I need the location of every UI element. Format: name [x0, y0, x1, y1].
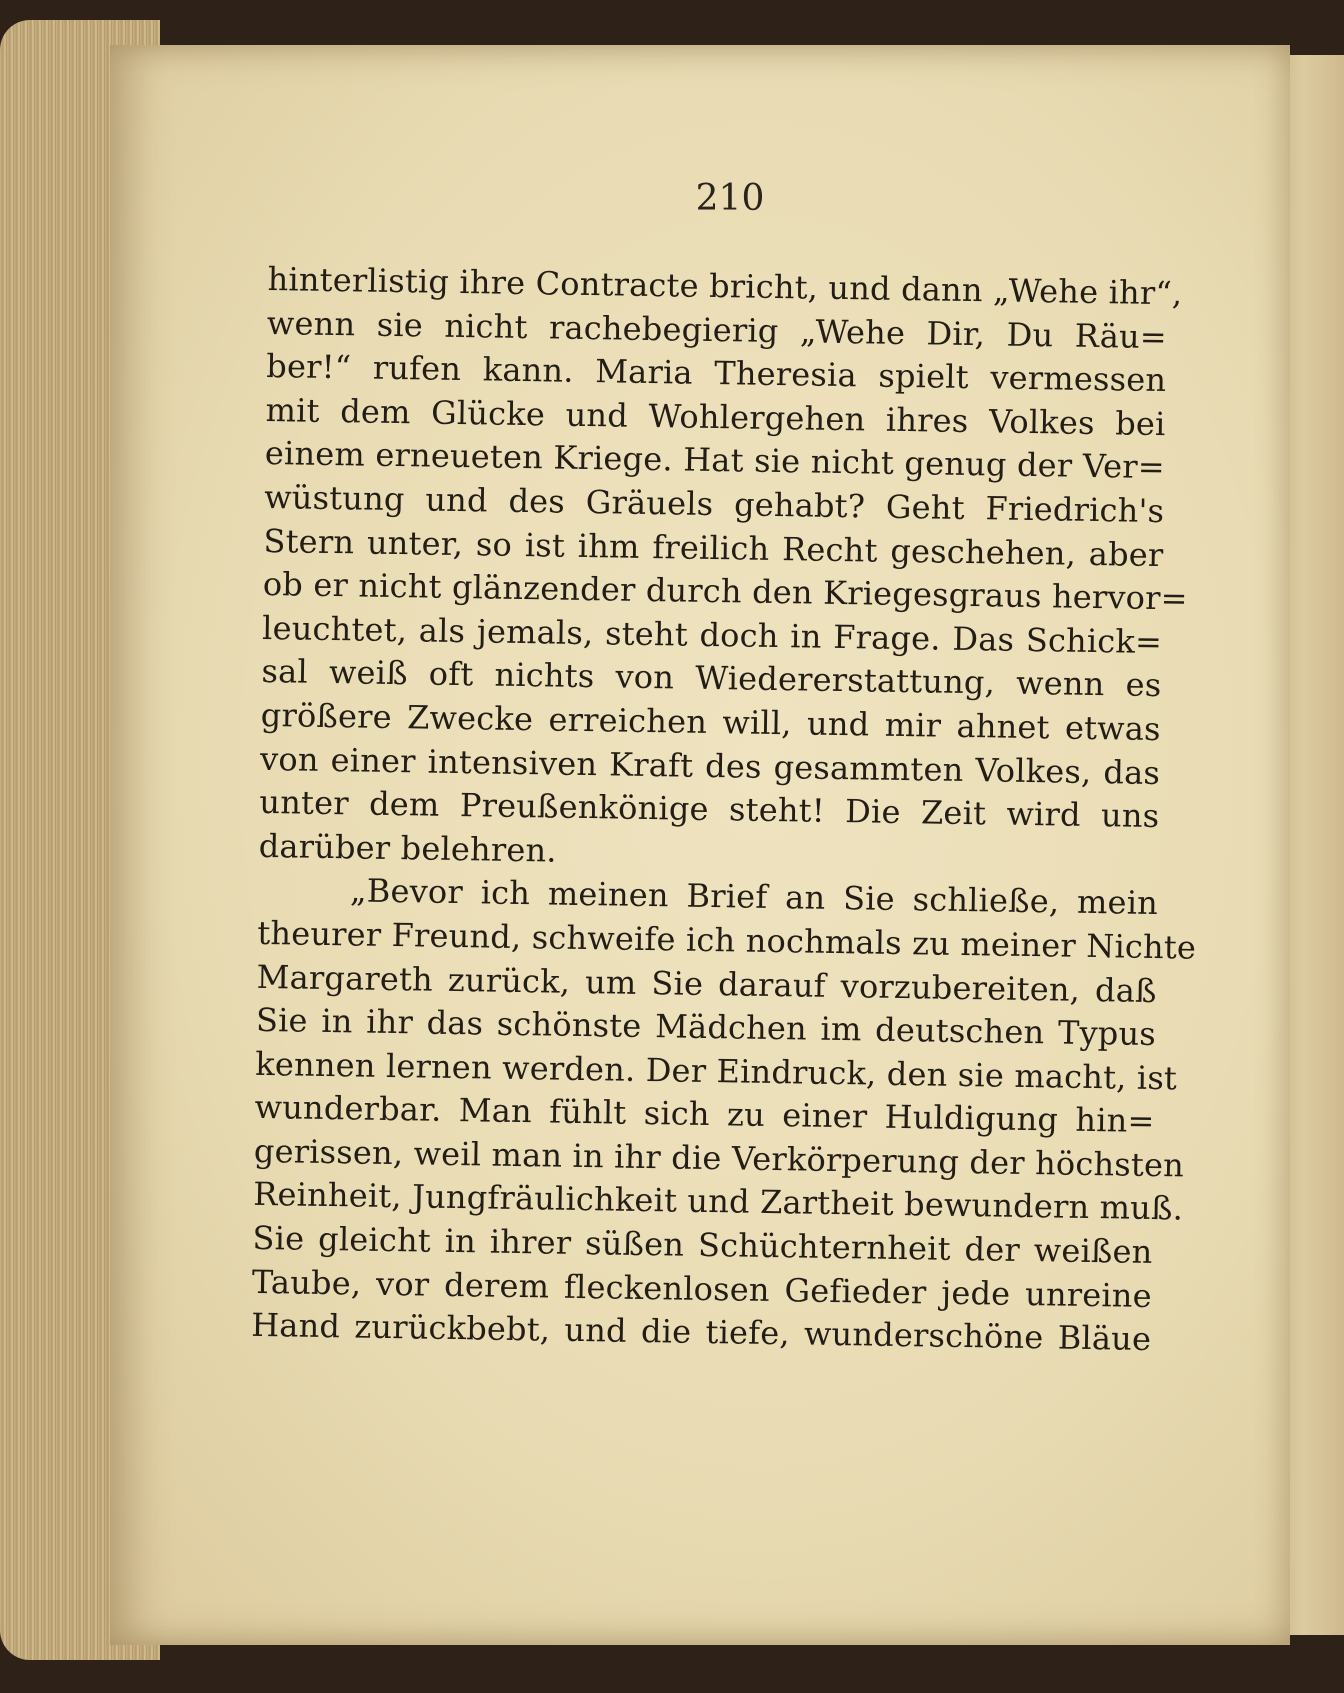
text-line: Sie in ihr das schönste Mädchen im deutschen Typus: [255, 1001, 1157, 1054]
text-line: unter dem Preußenkönige steht! Die Zeit wird uns: [259, 783, 1160, 836]
text-line: sal weiß oft nichts von Wiedererstattung, wenn es: [261, 652, 1162, 705]
text-line: wunderbar. Man fühlt sich zu einer Huldigung hin=: [254, 1088, 1155, 1141]
text-line: hinterlistig ihre Contracte bricht, und dann „Wehe ihr“,: [267, 259, 1183, 313]
text-line: größere Zwecke erreichen will, und mir ahnet etwas: [260, 695, 1162, 749]
text-line: Stern unter, so ist ihm freilich Recht geschehen, aber: [263, 521, 1164, 574]
text-line: leuchtet, als jemals, steht doch in Frage. Das Schick=: [261, 608, 1163, 661]
text-line: Sie gleicht in ihrer süßen Schüchternheit der weißen: [252, 1218, 1153, 1272]
text-line: „Bevor ich meinen Brief an Sie schließe, mein: [349, 871, 1159, 923]
text-line: wenn sie nicht rachebegierig „Wehe Dir, Du Räu=: [266, 303, 1168, 356]
text-line: Taube, vor derem fleckenlosen Gefieder jede unreine: [251, 1262, 1153, 1315]
text-line: ob er nicht glänzender durch den Kriegesgraus hervor=: [262, 565, 1188, 618]
text-line: von einer intensiven Kraft des gesammten Volkes, das: [259, 739, 1161, 792]
text-line: wüstung und des Gräuels gehabt? Geht Friedrich's: [263, 477, 1165, 531]
text-line: kennen lernen werden. Der Eindruck, den sie macht, ist: [255, 1044, 1178, 1098]
text-line: Margareth zurück, um Sie darauf vorzubereiten, daß: [256, 957, 1157, 1010]
text-line: mit dem Glücke und Wohlergehen ihres Volkes bei: [265, 390, 1166, 443]
text-line: darüber belehren.: [258, 826, 558, 870]
text-line: Hand zurückbebt, und die tiefe, wunderschöne Bläue: [250, 1306, 1152, 1359]
text-line: theurer Freund, schweife ich nochmals zu meiner Nichte: [257, 913, 1197, 967]
text-line: gerissen, weil man in ihr die Verkörperung der höchsten: [253, 1131, 1185, 1185]
text-line: Reinheit, Jungfräulichkeit und Zartheit bewundern muß.: [252, 1175, 1184, 1228]
text-line: einem erneueten Kriege. Hat sie nicht genug der Ver=: [264, 434, 1166, 487]
page-number: 210: [695, 178, 765, 219]
text-line: ber!“ rufen kann. Maria Theresia spielt vermessen: [266, 347, 1167, 400]
body-text: [250, 258, 1197, 1362]
